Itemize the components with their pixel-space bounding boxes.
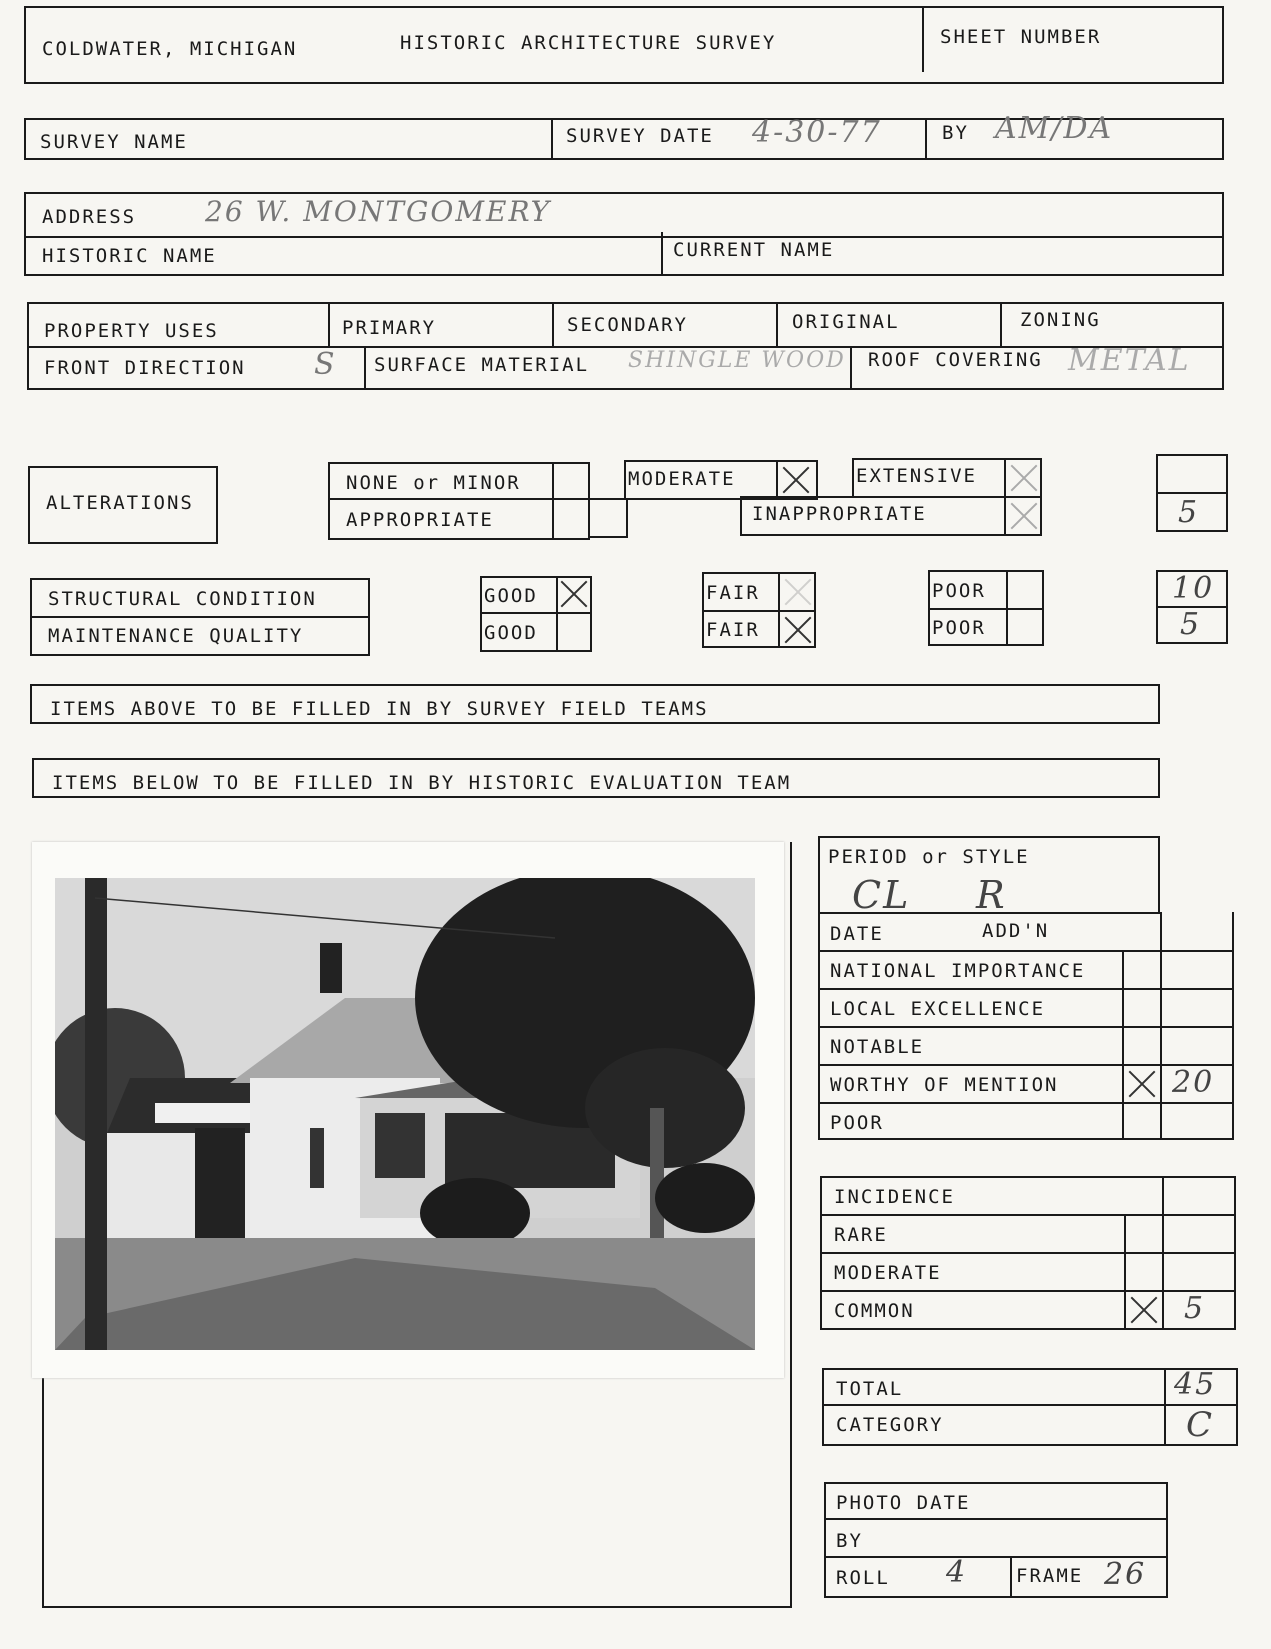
photo-by-label: BY bbox=[836, 1530, 863, 1552]
rare-label: RARE bbox=[834, 1224, 888, 1246]
prop-div-6 bbox=[850, 346, 852, 388]
extensive-check-mark[interactable] bbox=[1006, 460, 1042, 496]
moderate-label: MODERATE bbox=[628, 468, 736, 490]
poor-check-div bbox=[1006, 570, 1008, 646]
common-check-mark[interactable] bbox=[1126, 1292, 1162, 1328]
period-value-2: R bbox=[976, 873, 1007, 917]
prop-div-3 bbox=[776, 302, 778, 346]
historic-name-label: HISTORIC NAME bbox=[42, 245, 217, 267]
surface-material-value: SHINGLE WOOD bbox=[628, 348, 846, 373]
good-structural-label: GOOD bbox=[484, 585, 538, 607]
worthy-score: 20 bbox=[1172, 1065, 1215, 1100]
alt-score-divider bbox=[1156, 492, 1228, 494]
inc-line-1 bbox=[820, 1214, 1236, 1216]
above-note: ITEMS ABOVE TO BE FILLED IN BY SURVEY FIELD TEAMS bbox=[50, 698, 709, 720]
eval-line-2 bbox=[818, 988, 1234, 990]
photo-info-line-1 bbox=[824, 1518, 1168, 1520]
survey-name-label: SURVEY NAME bbox=[40, 131, 188, 153]
survey-by-value: AM/DA bbox=[995, 111, 1114, 146]
worthy-check-mark[interactable] bbox=[1124, 1066, 1160, 1102]
prop-div-2 bbox=[552, 302, 554, 346]
common-score: 5 bbox=[1184, 1291, 1206, 1326]
survey-date-label: SURVEY DATE bbox=[566, 125, 714, 147]
addn-label: ADD'N bbox=[982, 920, 1050, 942]
structural-condition-label: STRUCTURAL CONDITION bbox=[48, 588, 317, 610]
address-label: ADDRESS bbox=[42, 206, 137, 228]
prop-div-4 bbox=[1000, 302, 1002, 346]
fair-maintenance-check-mark[interactable] bbox=[780, 612, 816, 648]
poor-structural-label: POOR bbox=[932, 580, 986, 602]
alterations-label: ALTERATIONS bbox=[46, 492, 194, 514]
roof-covering-label: ROOF COVERING bbox=[868, 349, 1043, 371]
local-excellence-label: LOCAL EXCELLENCE bbox=[830, 998, 1046, 1020]
fair-maintenance-label: FAIR bbox=[706, 619, 760, 641]
poor-divider bbox=[928, 608, 1044, 610]
category-value: C bbox=[1186, 1405, 1215, 1445]
prop-div-5 bbox=[364, 346, 366, 388]
below-note: ITEMS BELOW TO BE FILLED IN BY HISTORIC EVALUATION TEAM bbox=[52, 772, 792, 794]
total-value: 45 bbox=[1174, 1367, 1217, 1402]
property-divider bbox=[27, 346, 1224, 348]
frame-value: 26 bbox=[1104, 1557, 1147, 1592]
prop-div-1 bbox=[328, 302, 330, 346]
primary-label: PRIMARY bbox=[342, 317, 437, 339]
survey-date-value: 4-30-77 bbox=[752, 115, 882, 150]
surface-material-label: SURFACE MATERIAL bbox=[374, 354, 590, 376]
structural-score: 10 bbox=[1172, 571, 1215, 606]
eval-line-1 bbox=[818, 950, 1234, 952]
appropriate-label: APPROPRIATE bbox=[346, 509, 494, 531]
national-importance-label: NATIONAL IMPORTANCE bbox=[830, 960, 1086, 982]
photo-info-col bbox=[1010, 1556, 1012, 1596]
poor-maintenance-label: POOR bbox=[932, 617, 986, 639]
moderate-check-mark[interactable] bbox=[778, 462, 814, 498]
alterations-score: 5 bbox=[1178, 495, 1200, 530]
total-label: TOTAL bbox=[836, 1378, 904, 1400]
date-label: DATE bbox=[830, 923, 884, 945]
eval-col-1 bbox=[1122, 950, 1124, 1138]
none-minor-label: NONE or MINOR bbox=[346, 472, 521, 494]
notable-label: NOTABLE bbox=[830, 1036, 925, 1058]
worthy-of-mention-label: WORTHY OF MENTION bbox=[830, 1074, 1059, 1096]
incidence-label: INCIDENCE bbox=[834, 1186, 955, 1208]
good-maintenance-label: GOOD bbox=[484, 622, 538, 644]
house-photo bbox=[55, 878, 755, 1350]
maintenance-score: 5 bbox=[1180, 607, 1202, 642]
inc-col-2 bbox=[1162, 1176, 1164, 1328]
period-style-label: PERIOD or STYLE bbox=[828, 846, 1030, 868]
house-photo-drawing bbox=[55, 878, 755, 1350]
address-value: 26 W. MONTGOMERY bbox=[205, 195, 552, 228]
eval-line-5 bbox=[818, 1102, 1234, 1104]
zoning-label: ZONING bbox=[1020, 309, 1101, 331]
original-label: ORIGINAL bbox=[792, 311, 900, 333]
roll-value: 4 bbox=[946, 1555, 968, 1590]
good-divider bbox=[480, 612, 592, 614]
inc-moderate-label: MODERATE bbox=[834, 1262, 942, 1284]
common-label: COMMON bbox=[834, 1300, 915, 1322]
appropriate-checkbox[interactable] bbox=[590, 498, 628, 538]
current-name-label: CURRENT NAME bbox=[673, 239, 835, 261]
eval-poor-label: POOR bbox=[830, 1112, 884, 1134]
good-structural-check-mark[interactable] bbox=[556, 576, 592, 612]
fair-structural-faint-mark[interactable] bbox=[780, 574, 816, 610]
extensive-label: EXTENSIVE bbox=[856, 465, 977, 487]
totals-divider bbox=[822, 1404, 1238, 1406]
period-value-1: CL bbox=[852, 873, 911, 917]
none-minor-checkbox[interactable] bbox=[552, 462, 590, 500]
totals-col bbox=[1164, 1368, 1166, 1444]
address-divider bbox=[24, 236, 1224, 238]
eval-line-3 bbox=[818, 1026, 1234, 1028]
photo-date-label: PHOTO DATE bbox=[836, 1492, 971, 1514]
roll-label: ROLL bbox=[836, 1567, 890, 1589]
name-divider bbox=[661, 232, 663, 274]
category-label: CATEGORY bbox=[836, 1414, 944, 1436]
inappropriate-label: INAPPROPRIATE bbox=[752, 503, 927, 525]
city-label: COLDWATER, MICHIGAN bbox=[42, 38, 298, 60]
inc-line-3 bbox=[820, 1290, 1236, 1292]
inc-line-2 bbox=[820, 1252, 1236, 1254]
form-title: HISTORIC ARCHITECTURE SURVEY bbox=[400, 32, 777, 54]
eval-col-2 bbox=[1160, 912, 1162, 1138]
maintenance-quality-label: MAINTENANCE QUALITY bbox=[48, 625, 304, 647]
roof-covering-value: METAL bbox=[1068, 343, 1191, 378]
fair-structural-label: FAIR bbox=[706, 582, 760, 604]
front-direction-value: S bbox=[314, 347, 337, 382]
secondary-label: SECONDARY bbox=[567, 314, 688, 336]
survey-divider-1 bbox=[551, 118, 553, 158]
header-divider bbox=[922, 6, 924, 72]
inappropriate-check-mark[interactable] bbox=[1006, 498, 1042, 534]
sheet-number-label: SHEET NUMBER bbox=[940, 26, 1102, 48]
front-direction-label: FRONT DIRECTION bbox=[44, 357, 246, 379]
alt-none-divider bbox=[328, 498, 590, 500]
survey-by-label: BY bbox=[942, 122, 969, 144]
property-uses-label: PROPERTY USES bbox=[44, 320, 219, 342]
frame-label: FRAME bbox=[1016, 1565, 1084, 1587]
condition-divider bbox=[30, 616, 370, 618]
survey-divider-2 bbox=[925, 118, 927, 158]
